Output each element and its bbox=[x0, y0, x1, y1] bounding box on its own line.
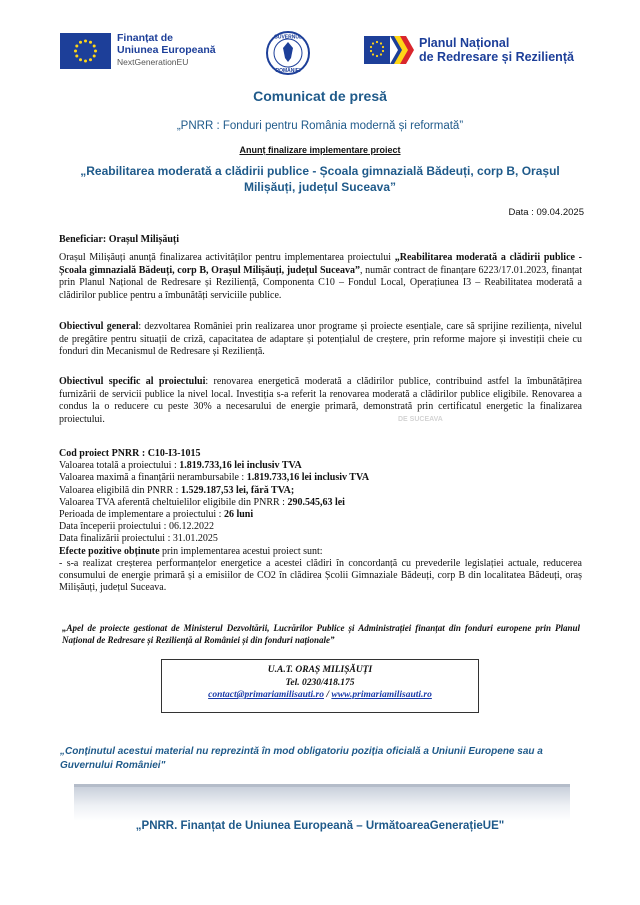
eligible-value: Valoarea eligibilă din PNRR : 1.529.187,53 lei, fără TVA; bbox=[59, 484, 295, 496]
contact-name: U.A.T. ORAȘ MILIȘĂUȚI bbox=[267, 665, 373, 675]
svg-text:ROMÂNIEI: ROMÂNIEI bbox=[275, 68, 301, 74]
page-subtitle: „PNRR : Fonduri pentru România modernă și reformată” bbox=[176, 120, 464, 132]
pnrr-label: Planul Național de Redresare și Reziliență bbox=[419, 36, 574, 64]
eu-funding-label: Finanțat de Uniunea Europeană NextGenerationEU bbox=[117, 32, 216, 67]
effects-heading: Efecte pozitive obținute prin implementarea acestui proiect sunt: bbox=[59, 545, 323, 557]
end-date: Data finalizării proiectului : 31.01.2025 bbox=[59, 533, 218, 545]
general-objective-paragraph: Obiectivul general: dezvoltarea României prin realizarea unor programe și proiecte esențiale, care să sprijine reziliența, nivelul de pregătire pentru situații de criză, capacitatea de adaptare și potențialul de creștere, prin reforme majore și investiții cheie cu fonduri din Mecanismul de Redresare și Reziliență. bbox=[59, 321, 582, 357]
start-date: Data începerii proiectului : 06.12.2022 bbox=[59, 521, 214, 533]
contact-box bbox=[161, 659, 479, 713]
email-link[interactable]: contact@primariamilisauti.ro bbox=[208, 690, 324, 700]
effects-text: - s-a realizat creșterea performanțelor energetice a acestei clădiri în concordanță cu prevederile legislației actuale, reducerea consumului de energie primară și a emisiilor de CO2 în clădirea Școlii Gimnaziale Bădeuți, corp B din localitatea Bădeuți, oraș Milișăuți, județul Suceava. bbox=[59, 557, 582, 594]
project-title: „Reabilitarea moderată a clădirii publice - Școala gimnazială Bădeuți, corp B, Orașul Milișăuți, județul Suceava” bbox=[80, 164, 560, 194]
svg-text:GUVERNUL: GUVERNUL bbox=[273, 34, 303, 41]
funding-note: „Apel de proiecte gestionat de Ministerul Dezvoltării, Lucrărilor Publice și Administrației finanțat din fonduri europene prin Planul Național de Redresare și Reziliență al României și din fonduri naționale” bbox=[62, 623, 580, 645]
contact-phone: Tel. 0230/418.175 bbox=[285, 677, 355, 688]
header bbox=[0, 26, 640, 82]
government-seal-icon bbox=[265, 28, 311, 78]
watermark: DE SUCEAVA bbox=[398, 416, 443, 423]
total-value: Valoarea totală a proiectului : 1.819.733,16 lei inclusiv TVA bbox=[59, 460, 302, 472]
specific-objective-paragraph: Obiectivul specific al proiectului: renovarea energetică moderată a clădirilor publice, contribuind astfel la îmbunătățirea furnizării de servicii publice la nivel local. Investiția s-a referit la renovarea moderată a clădirilor publice eligibile. Renovarea a condus la o reducere cu peste 30% a necesarului de energie primară, demonstrată prin certificatul energetic la finalizarea proiectului. bbox=[59, 376, 582, 425]
vat-value: Valoarea TVA aferentă cheltuielilor eligibile din PNRR : 290.545,63 lei bbox=[59, 496, 345, 508]
project-details bbox=[59, 448, 582, 594]
max-funding: Valoarea maximă a finanțării nerambursabile : 1.819.733,16 lei inclusiv TVA bbox=[59, 472, 370, 484]
eu-flag-icon bbox=[60, 33, 111, 69]
pnrr-logo-icon bbox=[364, 32, 414, 68]
announcement-heading: Anunț finalizare implementare proiect bbox=[239, 145, 401, 155]
website-link[interactable]: www.primariamilisauti.ro bbox=[331, 690, 432, 700]
footer-slogan: „PNRR. Finanțat de Uniunea Europeană – UrmătoareaGenerațieUE" bbox=[135, 820, 505, 832]
publication-date: Data : 09.04.2025 bbox=[508, 207, 584, 218]
contact-links: contact@primariamilisauti.ro / www.primariamilisauti.ro bbox=[208, 690, 432, 700]
page-title: Comunicat de presă bbox=[253, 88, 387, 104]
implementation-period: Perioada de implementare a proiectului : 26 luni bbox=[59, 509, 254, 521]
intro-paragraph: Orașul Milișăuți anunță finalizarea activităților pentru implementarea proiectului „Reabilitarea moderată a clădirii publice - Școala gimnazială Bădeuți, corp B, Orașul Milișăuți, județul Suceava”, număr contract de finanțare 6223/17.01.2023, finanțat prin Planul Național de Redresare și Reziliență, Componenta C10 – Fondul Local, Operațiunea I3 – Reabilitatea moderată a clădirilor publice pentru a îmbunătăți serviciile publice. bbox=[59, 252, 582, 301]
beneficiary: Beneficiar: Orașul Milișăuți bbox=[59, 234, 179, 245]
project-code: Cod proiect PNRR : C10-I3-1015 bbox=[59, 448, 201, 459]
footer-divider bbox=[74, 784, 570, 821]
disclaimer: „Conținutul acestui material nu reprezintă în mod obligatoriu poziția oficială a Uniunii Europene sau a Guvernului României" bbox=[60, 746, 543, 771]
